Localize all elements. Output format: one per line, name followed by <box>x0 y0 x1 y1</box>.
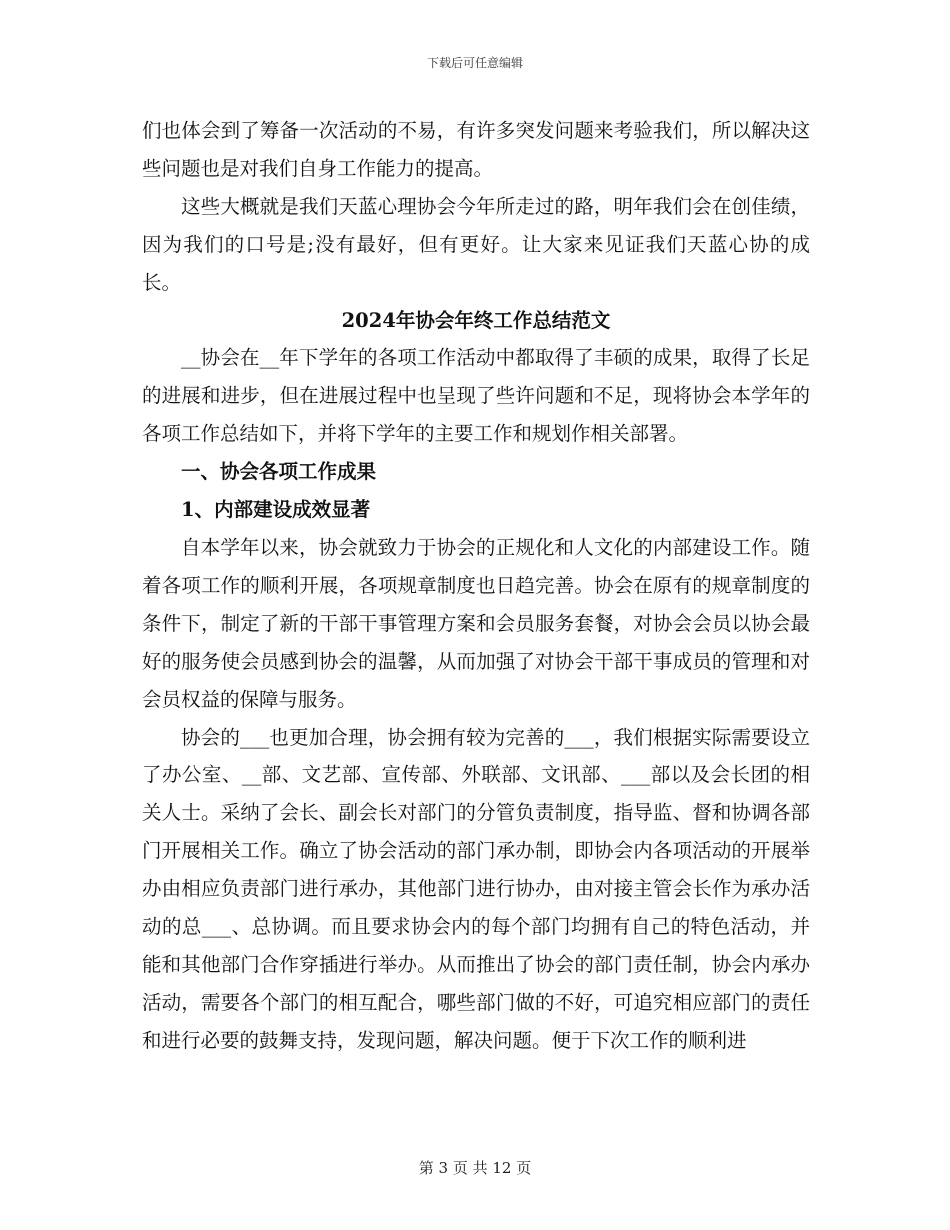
page-header: 下载后可任意编辑 <box>426 56 523 70</box>
document-title: 2024年协会年终工作总结范文 <box>341 308 611 332</box>
subsection-heading: 1、内部建设成效显著 <box>181 498 371 522</box>
section-heading: 一、协会各项工作成果 <box>181 460 377 484</box>
paragraph-organization: 协会的___也更加合理，协会拥有较为完善的___，我们根据实际需要设立了办公室、__部、文艺部、宣传部、外联部、文讯部、___部以及会长团的相关人士。采纳了会长、副会长对部门的分管负责制度，指导监、督和协调各部门开展相关工作。确立了协会活动的部门承办制，即协会内各项活动的开展举办由相应负责部门进行承办，其他部门进行协办，由对接主管会长作为承办活动的总___、总协调。而且要求协会内的每个部门均拥有自己的特色活动，并能和其他部门合作穿插进行举办。从而推出了协会的部门责任制，协会内承办活动，需要各个部门的相互配合，哪些部门做的不好，可追究相应部门的责任和进行必要的鼓舞支持，发现问题，解决问题。便于下次工作的顺利进 <box>142 725 810 1052</box>
page-number: 第 3 页 共 12 页 <box>418 1159 532 1177</box>
paragraph-internal-construction: 自本学年以来，协会就致力于协会的正规化和人文化的内部建设工作。随着各项工作的顺利开展，各项规章制度也日趋完善。协会在原有的规章制度的条件下，制定了新的干部干事管理方案和会员服务套餐，对协会会员以协会最好的服务使会员感到协会的温馨，从而加强了对协会干部干事成员的管理和对会员权益的保障与服务。 <box>142 535 810 711</box>
paragraph-continuation: 们也体会到了筹备一次活动的不易，有许多突发问题来考验我们，所以解决这些问题也是对我们自身工作能力的提高。 <box>142 119 810 180</box>
paragraph-closing: 这些大概就是我们天蓝心理协会今年所走过的路，明年我们会在创佳绩，因为我们的口号是;没有最好，但有更好。让大家来见证我们天蓝心协的成长。 <box>142 194 810 294</box>
document-body <box>142 112 810 1060</box>
paragraph-intro: __协会在__年下学年的各项工作活动中都取得了丰硕的成果，取得了长足的进展和进步，但在进展过程中也呈现了些许问题和不足，现将协会本学年的各项工作总结如下，并将下学年的主要工作和规划作相关部署。 <box>142 346 810 446</box>
